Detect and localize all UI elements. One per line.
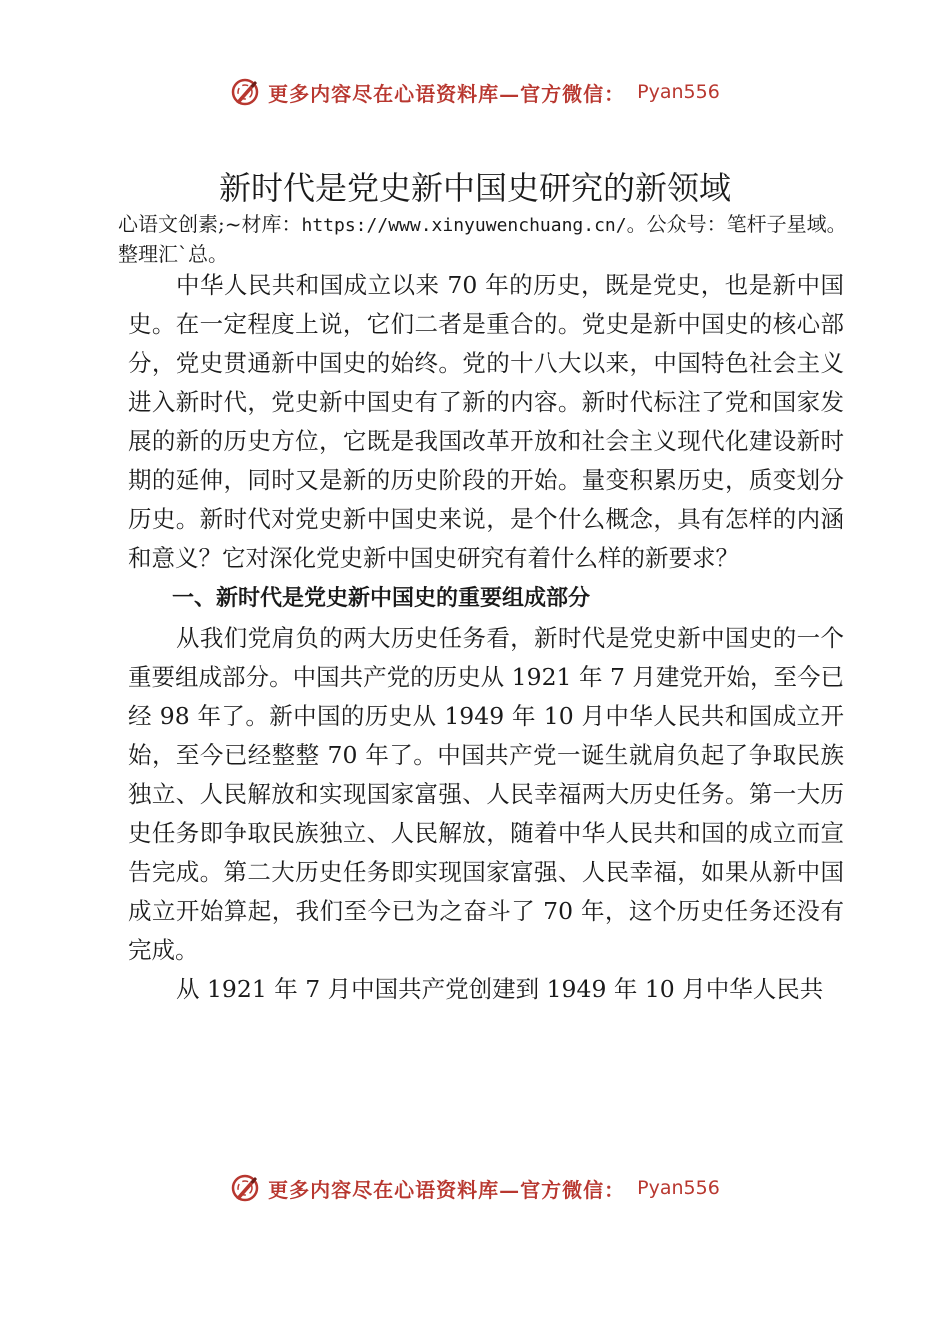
paragraph: 从 1921 年 7 月中国共产党创建到 1949 年 10 月中华人民共 — [176, 975, 824, 1003]
section-heading: 一、新时代是党史新中国史的重要组成部分 — [172, 586, 591, 611]
source-note — [118, 210, 858, 268]
document-body — [128, 266, 844, 1009]
header-banner — [0, 72, 950, 112]
document-title: 新时代是党史新中国史研究的新领域 — [218, 169, 731, 207]
brush-logo-icon — [230, 1173, 260, 1203]
paragraph: 中华人民共和国成立以来 70 年的历史，既是党史，也是新中国史。在一定程度上说，它们二者是重合的。党史是新中国史的核心部分，党史贯通新中国史的始终。党的十八大以来，中国特色社会主义进入新时代，党史新中国史有了新的内容。新时代标注了党和国家发展的新的历史方位，它既是我国改革开放和社会主义现代化建设新时期的延伸，同时又是新的历史阶段的开始。量变积累历史，质变划分历史。新时代对党史新中国史来说，是个什么概念，具有怎样的内涵和意义？它对深化党史新中国史研究有着什么样的新要求？ — [128, 271, 844, 572]
banner-wechat-id: Pyan556 — [637, 1177, 720, 1199]
banner-text: 更多内容尽在心语资料库—官方微信： — [268, 1177, 626, 1202]
brush-logo-icon — [230, 77, 260, 107]
footer-banner — [0, 1168, 950, 1208]
paragraph: 从我们党肩负的两大历史任务看，新时代是党史新中国史的一个重要组成部分。中国共产党的历史从 1921 年 7 月建党开始，至今已经 98 年了。新中国的历史从 1949 年 10 月中华人民共和国成立开始，至今已经整整 70 年了。中国共产党一诞生就肩负起了争取民族独立、人民解放和实现国家富强、人民幸福两大历史任务。第一大历史任务即争取民族独立、人民解放，随着中华人民共和国的成立而宣告完成。第二大历史任务即实现国家富强、人民幸福，如果从新中国成立开始算起，我们至今已为之奋斗了 70 年，这个历史任务还没有完成。 — [128, 624, 844, 964]
banner-wechat-id: Pyan556 — [637, 81, 720, 103]
source-url: https://www.xinyuwenchuang.cn/ — [301, 215, 627, 236]
source-note-suffix: 。公众号：笔杆子星域。整理汇`总。 — [118, 212, 847, 266]
source-note-prefix: 心语文创素;~材库： — [118, 212, 302, 236]
banner-text: 更多内容尽在心语资料库—官方微信： — [268, 81, 626, 106]
